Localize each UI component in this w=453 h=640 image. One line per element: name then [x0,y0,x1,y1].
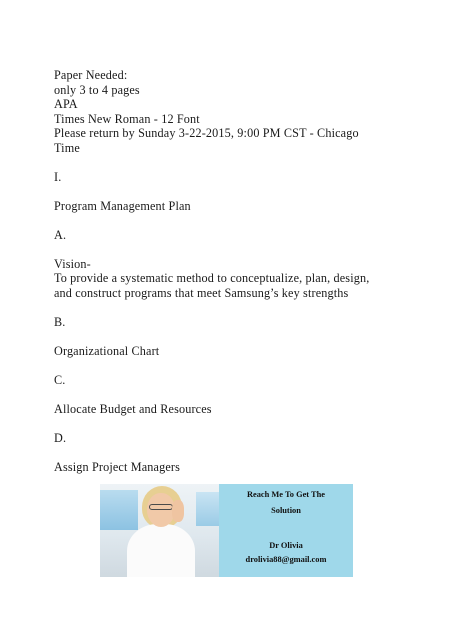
org-chart-heading: Organizational Chart [54,343,160,358]
subsection-label-d: D. [54,430,67,445]
text-line-font: Times New Roman - 12 Font [54,111,200,126]
blank-line [54,155,414,170]
blank-line [54,242,414,257]
blank-line [54,358,414,373]
subsection-label-a: A. [54,227,67,242]
text-line-deadline-cont: Time [54,140,80,155]
blank-line [54,300,414,315]
glasses-icon [149,504,173,510]
blank-line [54,445,414,460]
contact-ad-banner[interactable] [100,484,353,577]
blank-line [54,387,414,402]
text-line-page-count: only 3 to 4 pages [54,82,140,97]
woman-photo [100,484,219,577]
blank-line [54,184,414,199]
text-line-paper-needed: Paper Needed: [54,68,128,82]
blank-line [54,213,414,228]
subsection-label-c: C. [54,372,66,387]
ad-heading-line2: Solution [271,506,301,515]
text-line-deadline: Please return by Sunday 3-22-2015, 9:00 PM CST - Chicago [54,126,359,140]
ad-heading-line1: Reach Me To Get The [246,490,325,499]
section-number-i: I. [54,169,62,184]
vision-text-line2: and construct programs that meet Samsung’s key strengths [54,285,349,300]
contact-panel [219,484,353,577]
blank-line [54,416,414,431]
contact-email[interactable]: drolivia88@gmail.com [245,555,327,564]
document-body [54,68,414,474]
budget-heading: Allocate Budget and Resources [54,401,212,416]
text-line-format: APA [54,97,78,111]
vision-text-line1: To provide a systematic method to conceptualize, plan, design, [54,271,370,285]
blank-line [54,329,414,344]
subsection-label-b: B. [54,314,66,329]
vision-heading: Vision- [54,256,91,271]
managers-heading: Assign Project Managers [54,459,180,474]
section-title-program-plan: Program Management Plan [54,198,191,213]
contact-name: Dr Olivia [269,541,303,550]
